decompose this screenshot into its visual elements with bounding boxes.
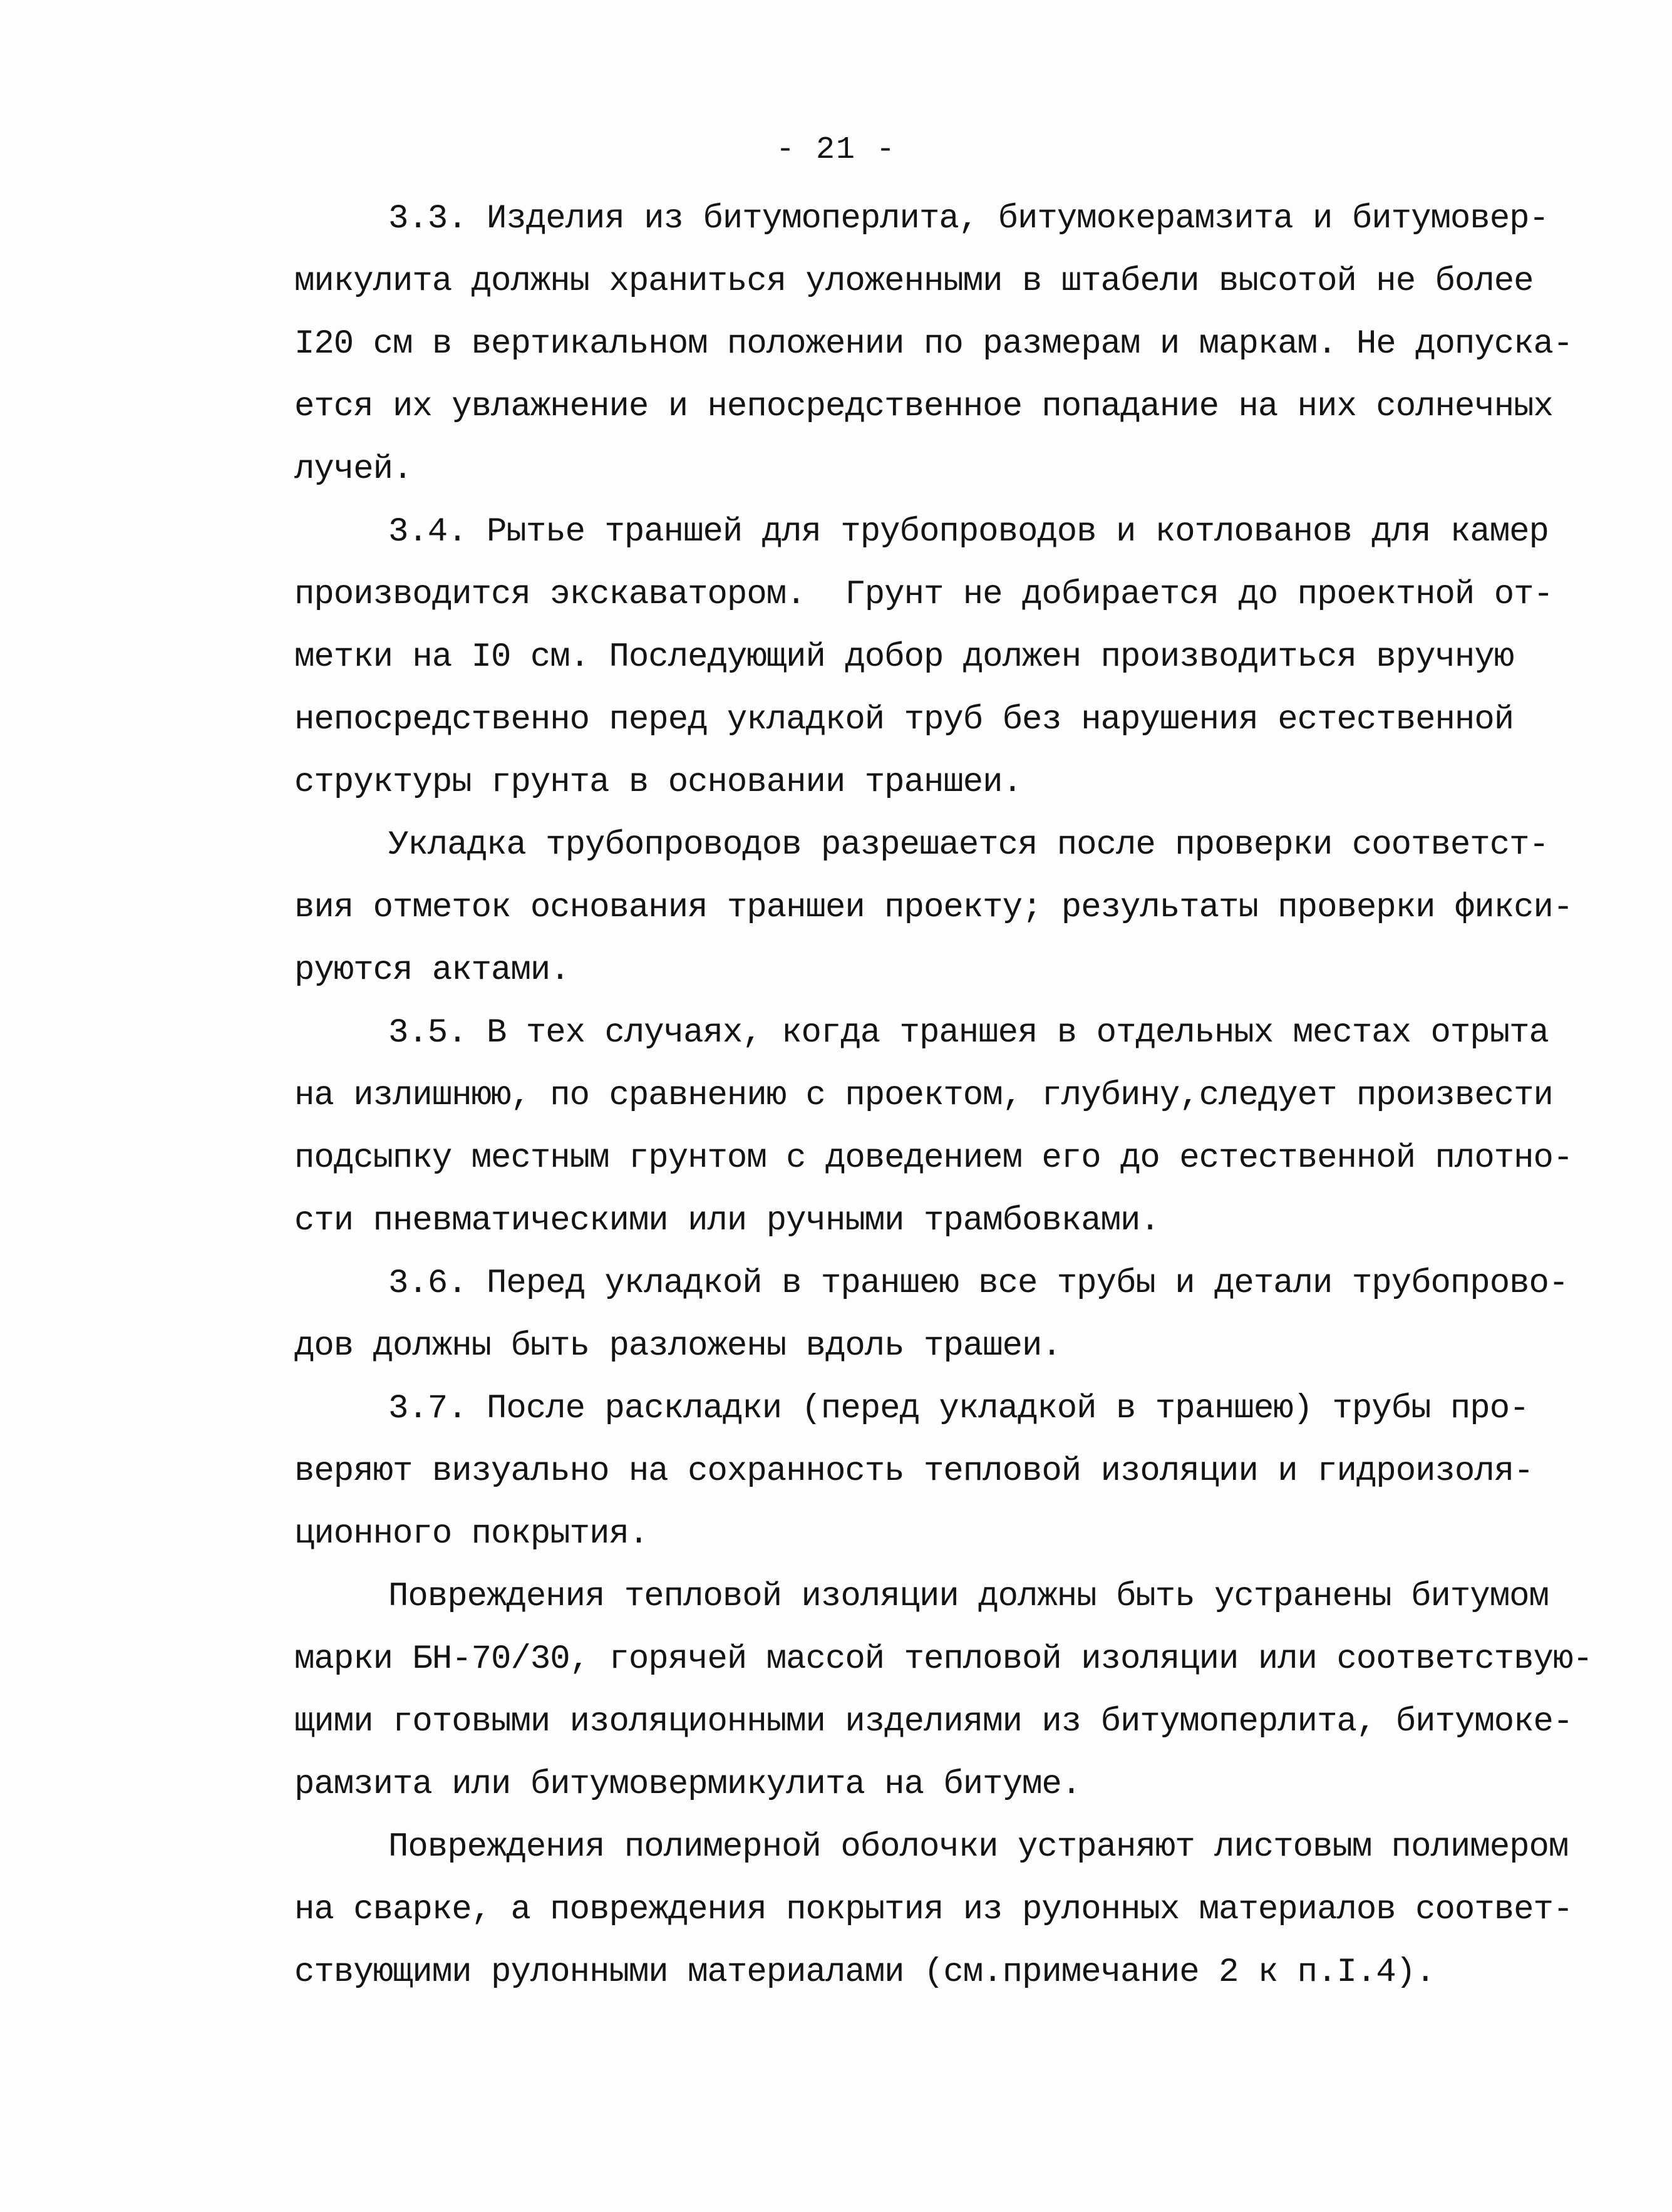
text-line: метки на I0 см. Последующий добор должен производиться вручную	[294, 638, 1514, 676]
text-line: на излишнюю, по сравнению с проектом, глубину,следует произвести	[294, 1077, 1553, 1115]
text-line: подсыпку местным грунтом с доведением его до естественной плотно-	[294, 1139, 1573, 1177]
text-line: Укладка трубопроводов разрешается после проверки соответст-	[388, 826, 1549, 864]
text-line: лучей.	[294, 450, 413, 488]
text-line: марки БН-70/30, горячей массой тепловой изоляции или соответствую-	[294, 1640, 1592, 1678]
text-line: сти пневматическими или ручными трамбовками.	[294, 1202, 1160, 1240]
text-line: Повреждения полимерной оболочки устраняют листовым полимером	[388, 1828, 1569, 1866]
text-line: структуры грунта в основании траншеи.	[294, 763, 1022, 802]
text-line: производится экскаватором. Грунт не добирается до проектной от-	[294, 576, 1553, 614]
text-line: ствующими рулонными материалами (см.примечание 2 к п.I.4).	[294, 1953, 1435, 1992]
text-line: 3.7. После раскладки (перед укладкой в траншею) трубы про-	[388, 1390, 1529, 1428]
text-line: вия отметок основания траншеи проекту; результаты проверки фикси-	[294, 889, 1573, 927]
text-line: Повреждения тепловой изоляции должны быть устранены битумом	[388, 1578, 1549, 1616]
text-line: микулита должны храниться уложенными в штабели высотой не более	[294, 262, 1534, 301]
text-line: дов должны быть разложены вдоль трашеи.	[294, 1327, 1061, 1365]
text-line: I20 см в вертикальном положении по размерам и маркам. Не допуска-	[294, 325, 1573, 363]
text-line: 3.3. Изделия из битумоперлита, битумокерамзита и битумовер-	[388, 200, 1549, 238]
text-line: щими готовыми изоляционными изделиями из битумоперлита, битумоке-	[294, 1703, 1573, 1741]
text-line: непосредственно перед укладкой труб без нарушения естественной	[294, 701, 1514, 739]
text-line: 3.4. Рытье траншей для трубопроводов и котлованов для камер	[388, 513, 1549, 551]
page-number: - 21 -	[775, 132, 897, 168]
text-line: руются актами.	[294, 951, 570, 990]
text-line: на сварке, а повреждения покрытия из рулонных материалов соответ-	[294, 1891, 1573, 1929]
text-line: ционного покрытия.	[294, 1515, 649, 1553]
text-line: ется их увлажнение и непосредственное попадание на них солнечных	[294, 388, 1553, 426]
text-line: 3.5. В тех случаях, когда траншея в отдельных местах отрыта	[388, 1014, 1549, 1052]
text-line: рамзита или битумовермикулита на битуме.	[294, 1765, 1081, 1804]
text-line: веряют визуально на сохранность тепловой изоляции и гидроизоля-	[294, 1452, 1534, 1491]
text-line: 3.6. Перед укладкой в траншею все трубы и детали трубопрово-	[388, 1264, 1569, 1303]
